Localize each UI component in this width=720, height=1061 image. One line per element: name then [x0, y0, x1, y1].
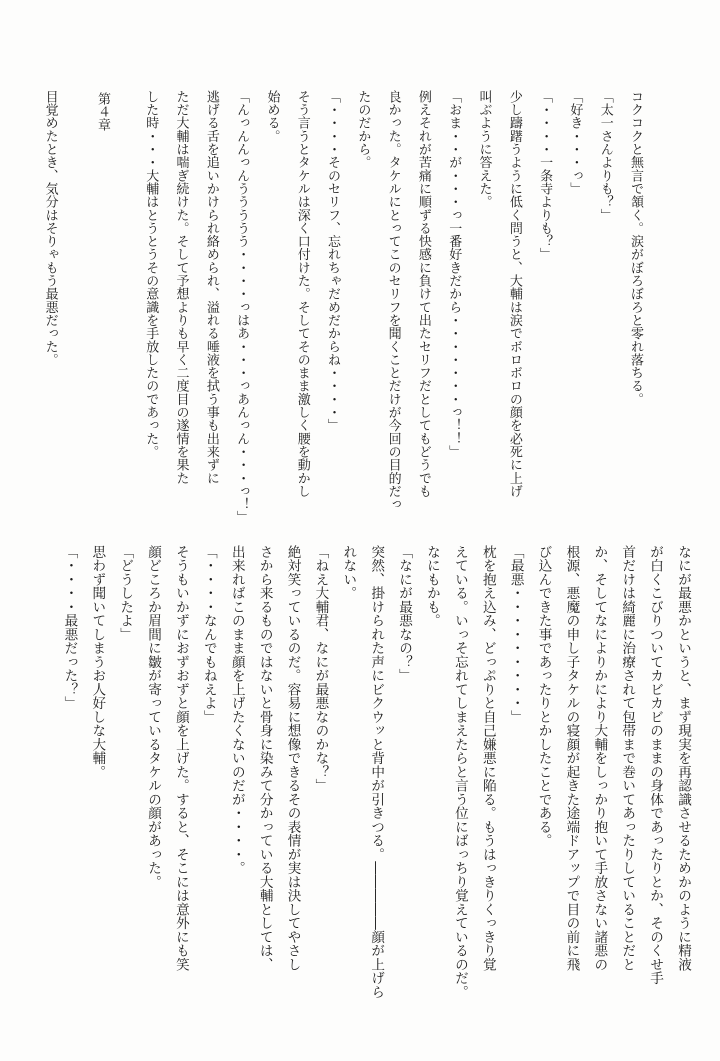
text-line: 思わず聞いてしまうお人好しな大輔。: [89, 545, 106, 779]
text-line: なにが最悪かというと、まず現実を再認識させるためかのように精液: [675, 545, 691, 972]
text-line: たのだから。: [355, 90, 371, 169]
text-line: が白くこびりついてカビカビのままの身体であったりとか、そのくせ手: [647, 545, 664, 985]
text-line: 「好き・・・っ」: [567, 90, 583, 196]
text-line: した時・・・大輔はとうとうその意識を手放したのであった。: [143, 90, 159, 459]
lower-text-block: [52, 545, 693, 1025]
text-line: 「・・・・一条寺よりも？」: [537, 90, 553, 261]
text-line: なにもかも。: [423, 545, 440, 628]
text-line: えている。いっそ忘れてしまえたらと言う位にばっちり覚えているのだ。: [451, 545, 468, 999]
text-line: 「なにが最悪なの？」: [396, 545, 413, 683]
text-line: 「最悪・・・・・・・・・」: [507, 545, 524, 724]
text-line: 出来ればこのまま顔を上げたくないのだが・・・・。: [228, 545, 245, 875]
text-line: 「・・・・最悪だった？」: [61, 545, 78, 710]
text-line: 首だけは綺麗に治療されて包帯まで巻いてあったりしていることだと: [619, 545, 636, 972]
text-line: か、そしてなによりかにより大輔をしっかり抱いて手放さない諸悪の: [591, 545, 608, 972]
text-line: 例えそれが苦痛に順ずる快感に負けて出たセリフだとしてもどうでも: [415, 90, 431, 498]
text-line: び込んできた事であったりとかしたことである。: [535, 545, 552, 848]
text-line: 「んっんんっんううううう・・・・っはあ・・・っあんっん・・・っ！」: [234, 90, 250, 524]
text-line: さから来るものではないと骨身に染みて分かっている大輔としては、: [256, 545, 273, 972]
text-line: 「・・・・なんでもねえよ」: [200, 545, 217, 724]
text-line: 顔どころか眉間に皺が寄っているタケルの顔があった。: [145, 545, 162, 889]
text-line: ただ大輔は喘ぎ続けた。そして予想よりも早く二度目の遂情を果た: [173, 90, 189, 485]
text-line: そうもいかずにおずおずと顔を上げた。すると、そこには意外にも笑: [172, 545, 189, 972]
chapter-heading: 第４章: [94, 92, 110, 132]
text-line: 絶対笑っているのだ。容易に想像できるその表情が実は決してやさし: [284, 545, 301, 972]
text-line: 「おま・・が・・・っ一番好きだから・・・・・・・っ！！」: [446, 90, 462, 459]
text-line: 「・・・・そのセリフ、忘れちゃだめだからね・・・・」: [325, 90, 341, 432]
text-line: 目覚めたとき、気分はそりゃもう最悪だった。: [42, 90, 58, 367]
text-line: 逃げる舌を追いかけられ絡められ、溢れる唾液を拭う事も出来ずに: [203, 90, 219, 485]
text-line: 「どうしたよ」: [117, 545, 134, 642]
text-line: 「太一さんよりも？」: [597, 90, 613, 222]
blank-line: [60, 90, 82, 530]
blank-line: [112, 90, 130, 530]
text-line: そう言うとタケルは深く口付けた。そしてそのまま激しく腰を動かし: [294, 90, 310, 498]
text-line: 叫ぶように答えた。: [476, 90, 492, 209]
text-line: 根源、悪魔の申し子タケルの寝顔が起きた途端ドアップで目の前に飛: [563, 545, 580, 972]
upper-text-block: [29, 90, 645, 530]
text-line: 突然、掛けられた声にビクウッと背中が引きつる。―――――顔が上げら: [368, 545, 385, 999]
text-line: 良かった。タケルにとってこのセリフを聞くことだけが今回の目的だっ: [385, 90, 401, 511]
text-line: 枕を抱え込み、どっぷりと自己嫌悪に陥る。もうはっきりくっきり覚: [479, 545, 496, 972]
text-line: 「ねえ大輔君、なにが最悪なのかな？」: [312, 545, 329, 793]
text-line: コクコクと無言で頷く。涙がぼろぼろと零れ落ちる。: [628, 90, 643, 406]
text-line: 少し躊躇うように低く問うと、大輔は涙でボロボロの顔を必死に上げ: [506, 90, 522, 498]
text-line: れない。: [340, 545, 357, 600]
text-line: 始める。: [264, 90, 280, 143]
